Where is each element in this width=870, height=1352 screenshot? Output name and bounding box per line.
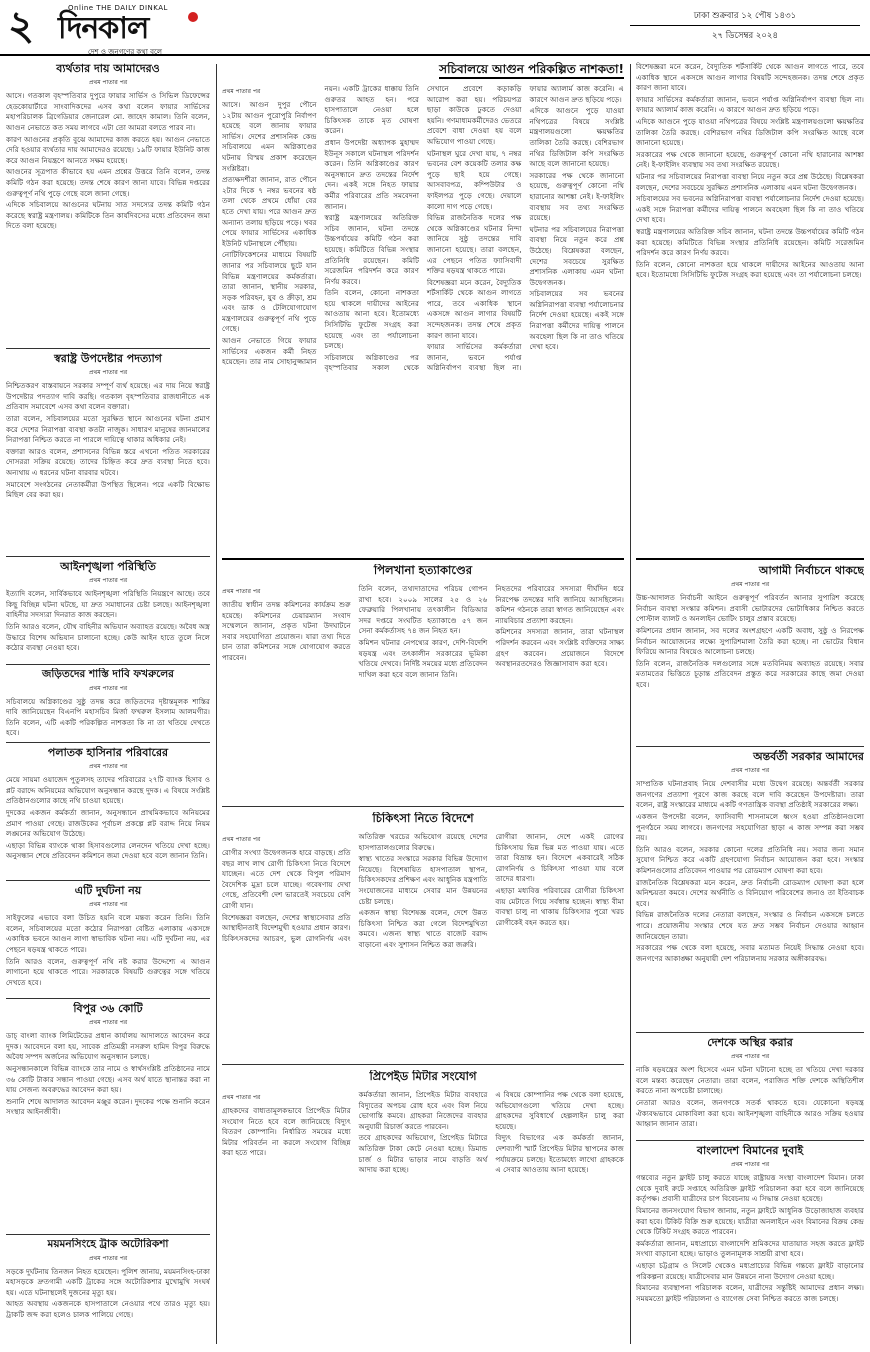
article-paragraph: ইত্যাদি বলেন, সার্বিকভাবে আইনশৃঙ্খলা পরিস্থিতি নিয়ন্ত্রণে আছে। তবে কিছু বিচ্ছিন্ন ঘটনা ঘটছে, যা দ্রুত সমাধানের চেষ্টা চলছে। আইনশৃঙ্খলা বাহিনীর সদস্যরা দিনরাত কাজ করছেন।	[6, 589, 210, 620]
section-divider	[6, 1234, 210, 1235]
article-paragraph: গন্তব্যের নতুন ফ্লাইট চালু করতে যাচ্ছে রাষ্ট্রায়ত্ত সংস্থা বাংলাদেশ বিমান। ঢাকা থেকে দুবাই রুটে সপ্তাহে অতিরিক্ত ফ্লাইট পরিচালনা করা হবে বলে জানিয়েছে কর্তৃপক্ষ। প্রবাসী যাত্রীদের চাপ বিবেচনায় এ সিদ্ধান্ত নেওয়া হয়েছে।	[636, 1173, 864, 1204]
article-body	[6, 1267, 210, 1321]
article-paragraph: কর্মকর্তারা জানান, প্রিপেইড মিটার ব্যবহারে বিদ্যুতের অপচয় রোধ হবে এবং বিল নিয়ে ভোগান্তি কমবে। গ্রাহকরা নিজেদের ব্যবহার অনুযায়ী রিচার্জ করতে পারবেন।	[358, 1090, 488, 1131]
article-headline: আগামী নির্বাচনে থাকছে	[758, 564, 864, 577]
article-paragraph: নিহতদের পরিবারের সদস্যরা দীর্ঘদিন ধরে নিরপেক্ষ তদন্তের দাবি জানিয়ে আসছিলেন। কমিশন গঠনকে তারা স্বাগত জানিয়েছেন এবং ন্যায়বিচার প্রত্যাশা করছেন।	[495, 584, 624, 625]
section-divider	[6, 880, 210, 881]
article-paragraph: জাতীয় স্বাধীন তদন্ত কমিশনের কার্যক্রম শুরু হয়েছে। কমিশনের চেয়ারম্যান সংবাদ সম্মেলনে জানান, প্রকৃত ঘটনা উদঘাটনে সবার সহযোগিতা প্রয়োজন। যারা তথ্য দিতে চান তারা কমিশনের সঙ্গে যোগাযোগ করতে পারবেন।	[222, 600, 351, 662]
article-body	[636, 62, 864, 281]
prepaid-headline-wrap	[222, 1070, 624, 1086]
article-paragraph: অনুসন্ধানকালে বিভিন্ন ব্যাংকে তার নামে ও স্বার্থসংশ্লিষ্ট প্রতিষ্ঠানের নামে ৩৬ কোটি টাকার সন্ধান পাওয়া গেছে। এসব অর্থ যাতে স্থানান্তর করা না যায় সেজন্য অবরুদ্ধের আবেদন করা হয়।	[6, 1063, 210, 1095]
article-paragraph: বিভিন্ন রাজনৈতিক দলের নেতারা বলছেন, সংস্কার ও নির্বাচন একসঙ্গে চলতে পারে। প্রয়োজনীয় সংস্কার শেষে যত দ্রুত সম্ভব নির্বাচন দেওয়ার আহ্বান জানিয়েছেন তারা।	[636, 910, 864, 941]
section-divider	[636, 558, 864, 560]
article-body	[222, 584, 624, 680]
article-bipu-36-koti	[6, 1002, 210, 1230]
article-paragraph: বিদ্যুৎ বিভাগের এক কর্মকর্তা জানান, দেশব্যাপী স্মার্ট প্রিপেইড মিটার স্থাপনের কাজ পর্যায়ক্রমে চলছে। ইতোমধ্যে লাখো গ্রাহককে এ সেবার আওতায় আনা হয়েছে।	[495, 1133, 624, 1175]
article-paragraph: মেয়ে সায়মা ওয়াজেদ পুতুলসহ তাদের পরিবারের ২৭টি ব্যাংক হিসাব ও প্লট বরাদ্দে অনিয়মের অভিযোগ অনুসন্ধান করছে দুদক। এ বিষয়ে সংশ্লিষ্ট প্রতিষ্ঠানগুলোর কাছে নথি চাওয়া হয়েছে।	[6, 775, 210, 806]
article-paragraph: কমিশনের সদস্যরা জানান, তারা ঘটনাস্থল পরিদর্শন করবেন এবং সংশ্লিষ্ট ব্যক্তিদের সাক্ষ্য গ্রহণ করবেন। প্রয়োজনে বিদেশে অবস্থানরতদেরও জিজ্ঞাসাবাদ করা হবে।	[495, 627, 624, 669]
article-paragraph: তিনি বলেন, কোনো নাশকতা হয়ে থাকলে দায়ীদের আইনের আওতায় আনা হবে। ইতোমধ্যে সিসিটিভি ফুটেজ সংগ্রহ করা হয়েছে এবং তা পর্যালোচনা চলছে।	[324, 288, 419, 351]
article-body	[6, 589, 210, 654]
article-byline: প্রথম পাতার পর	[88, 684, 128, 692]
article-swarashtra-upodeshta	[6, 352, 210, 552]
article-paragraph: ঘটনার পর সচিবালয়ের নিরাপত্তা ব্যবস্থা নিয়ে নতুন করে প্রশ্ন উঠেছে। বিশ্লেষকরা বলছেন, দেশের সবচেয়ে সুরক্ষিত প্রশাসনিক এলাকায় এমন ঘটনা উদ্বেগজনক।	[529, 224, 624, 287]
article-paragraph: তবে গ্রাহকদের অভিযোগ, প্রিপেইড মিটারে অতিরিক্ত টাকা কেটে নেওয়া হচ্ছে। ডিমান্ড চার্জ ও মিটার ভাড়ার নামে বাড়তি অর্থ আদায় করা হচ্ছে।	[358, 1133, 488, 1175]
article-paragraph: বিমানের ব্যবস্থাপনা পরিচালক বলেন, যাত্রীদের সন্তুষ্টিই আমাদের প্রধান লক্ষ্য। সময়মতো ফ্লাইট পরিচালনা ও ব্যাগেজ সেবা নিশ্চিত করতে কাজ চলছে।	[636, 1283, 864, 1303]
article-paragraph: সরকারের পক্ষ থেকে জানানো হয়েছে, গুরুত্বপূর্ণ কোনো নথি হারানোর আশঙ্কা নেই। ই-ফাইলিং ব্যবস্থায় সব তথ্য সংরক্ষিত রয়েছে।	[636, 149, 864, 170]
section-divider	[6, 998, 210, 999]
section-divider	[222, 558, 624, 560]
section-divider	[6, 556, 210, 557]
article-paragraph: বিভিন্ন রাজনৈতিক দলের পক্ষ থেকে অগ্নিকাণ্ডের ঘটনার নিন্দা জানিয়ে সুষ্ঠু তদন্তের দাবি জানানো হয়েছে। তারা বলছেন, এর পেছনে পতিত ফ্যাসিবাদী শক্তির ষড়যন্ত্র থাকতে পারে।	[427, 213, 522, 276]
article-body	[636, 1173, 864, 1304]
article-paragraph: প্রধান উপদেষ্টা অধ্যাপক মুহাম্মদ ইউনূস সকালে ঘটনাস্থল পরিদর্শন করেন। তিনি অগ্নিকাণ্ডের কারণ অনুসন্ধানে দ্রুত তদন্তের নির্দেশ দেন। একই সঙ্গে নিহত ফায়ার কর্মীর পরিবারের প্রতি সমবেদনা জানান।	[324, 137, 419, 211]
article-headline: পিলখানা হত্যাকাণ্ডের	[373, 564, 473, 577]
masthead	[0, 0, 870, 56]
article-paragraph: সচিবালয়ের সব ভবনের অগ্নিনিরাপত্তা ব্যবস্থা পর্যালোচনার নির্দেশ দেওয়া হয়েছে। একই সঙ্গে নিরাপত্তা কর্মীদের দায়িত্ব পালনে অবহেলা ছিল কি না তাও খতিয়ে দেখা হবে।	[529, 289, 624, 352]
article-body	[636, 593, 864, 690]
article-paragraph: তিনি বলেন, রাজনৈতিক দলগুলোর সঙ্গে মতবিনিময় অব্যাহত রয়েছে। সবার মতামতের ভিত্তিতে চূড়ান্ত প্রতিবেদন প্রস্তুত করে সরকারের কাছে জমা দেওয়া হবে।	[636, 658, 864, 689]
date-box	[630, 6, 860, 48]
article-paragraph: রাজনৈতিক বিশ্লেষকরা মনে করেন, দ্রুত নির্বাচনী রোডম্যাপ ঘোষণা করা হলে অনিশ্চয়তা কমবে। দেশের অর্থনীতি ও বিনিয়োগ পরিবেশের জন্যও তা ইতিবাচক হবে।	[636, 877, 864, 908]
article-headline: এটি দুর্ঘটনা নয়	[74, 884, 142, 897]
article-paragraph: এছাড়া মধ্যবিত্ত পরিবারের রোগীরা চিকিৎসা ব্যয় মেটাতে গিয়ে সর্বস্বান্ত হচ্ছেন। স্বাস্থ্য বীমা ব্যবস্থা চালু না থাকায় চিকিৎসার পুরো খরচ রোগীকেই বহন করতে হয়।	[495, 885, 624, 927]
article-paragraph: গ্রাহকদের বাধ্যতামূলকভাবে প্রিপেইড মিটার সংযোগ নিতে হবে বলে জানিয়েছে বিদ্যুৎ বিতরণ কোম্পানি। নির্ধারিত সময়ের মধ্যে মিটার পরিবর্তন না করলে সংযোগ বিচ্ছিন্ন করা হতে পারে।	[222, 1106, 351, 1158]
article-byline: প্রথম পাতার পর	[88, 369, 128, 377]
article-sochibaloy-agun	[222, 84, 624, 554]
article-pilkhana	[222, 584, 624, 802]
article-paragraph: আসে। আগুন দুপুর পৌনে ১২টায় আগুন পুরোপুরি নির্বাপণ হয়েছে বলে জানায় ফায়ার সার্ভিস। দেশের প্রশাসনিক কেন্দ্র সচিবালয়ে এমন অগ্নিকাণ্ডের ঘটনায় বিস্ময় প্রকাশ করেছেন সংশ্লিষ্টরা।	[222, 100, 317, 173]
article-paragraph: তিনি আরও বলেন, যৌথ বাহিনীর অভিযান অব্যাহত রয়েছে। অবৈধ অস্ত্র উদ্ধারে বিশেষ অভিযান চালানো হচ্ছে। কেউ আইন হাতে তুলে নিলে কঠোর ব্যবস্থা নেওয়া হবে।	[6, 621, 210, 653]
article-paragraph: কারণ আগুনের প্রকৃতি বুঝে আমাদের কাজ করতে হয়। আগুন নেভাতে দেরি হওয়ার ব্যর্থতার দায় আমাদেরও রয়েছে। ১৯টি ফায়ার ইউনিট কাজ করে আগুন নিয়ন্ত্রণে আনতে সক্ষম হয়েছে।	[6, 134, 210, 165]
article-headline: পলাতক হাসিনার পরিবারের	[47, 746, 169, 759]
article-body	[222, 832, 624, 951]
article-headline: বাংলাদেশ বিমানের দুবাই	[696, 1144, 804, 1157]
article-headline: আইনশৃঙ্খলা পরিস্থিতি	[60, 560, 156, 573]
article-byline: প্রথম পাতার পর	[88, 901, 128, 909]
article-paragraph: দুদকের একজন কর্মকর্তা জানান, অনুসন্ধানে প্রাথমিকভাবে অনিয়মের প্রমাণ পাওয়া গেছে। রাজউকের পূর্বাচল প্রকল্পে প্লট বরাদ্দ নিয়ে নিয়ম লঙ্ঘনের অভিযোগ উঠেছে।	[6, 807, 210, 839]
article-paragraph: রোগীরা জানান, দেশে একই রোগের চিকিৎসায় ভিন্ন ভিন্ন মত পাওয়া যায়। এতে তারা বিভ্রান্ত হন। বিদেশে একবারেই সঠিক রোগনির্ণয় ও চিকিৎসা পাওয়া যায় বলে তাদের ধারণা।	[495, 832, 624, 884]
article-byline: প্রথম পাতার পর	[88, 1254, 128, 1262]
article-paragraph: আগুনের সূত্রপাত কীভাবে হয় এমন প্রশ্নের উত্তরে তিনি বলেন, তদন্ত কমিটি গঠন করা হয়েছে। তদন্ত শেষে কারণ জানা যাবে। বিভিন্ন দপ্তরের গুরুত্বপূর্ণ নথি পুড়ে গেছে বলে জানা গেছে।	[6, 167, 210, 198]
article-paragraph: এছাড়া বিভিন্ন ব্যাংকে থাকা হিসাবগুলোর লেনদেন খতিয়ে দেখা হচ্ছে। অনুসন্ধান শেষে প্রতিবেদন কমিশনে জমা দেওয়া হবে বলে জানান তিনি।	[6, 840, 210, 861]
article-paragraph: কমিশন ঘটনার নেপথ্যের কারণ, দেশি-বিদেশি ষড়যন্ত্র এবং তৎকালীন সরকারের ভূমিকা খতিয়ে দেখবে। নির্দিষ্ট সময়ের মধ্যে প্রতিবেদন দাখিল করা হবে বলে জানান তিনি।	[358, 637, 488, 679]
section-divider	[636, 1140, 864, 1141]
article-paragraph: বক্তারা আরও বলেন, প্রশাসনের বিভিন্ন স্তরে এখনো পতিত সরকারের দোসররা সক্রিয় রয়েছে। তাদের চিহ্নিত করে দ্রুত ব্যবস্থা নিতে হবে। অন্যথায় এ ধরনের ঘটনা বারবার ঘটবে।	[6, 446, 210, 477]
article-paragraph: তিনি আরও বলেন, গুরুত্বপূর্ণ নথি নষ্ট করার উদ্দেশ্যে এ আগুন লাগানো হয়ে থাকতে পারে। সরকারকে বিষয়টি গুরুত্বের সঙ্গে খতিয়ে দেখতে হবে।	[6, 956, 210, 987]
article-paragraph: ফায়ার সার্ভিসের কর্মকর্তারা জানান, ভবনে পর্যাপ্ত অগ্নিনির্বাপণ ব্যবস্থা ছিল না। ফায়ার অ্যালার্ম কাজ করেনি। এ কারণে আগুন দ্রুত ছড়িয়ে পড়ে।	[427, 84, 624, 373]
article-ainshrinkhola	[6, 560, 210, 660]
article-paragraph: আসে। গতকাল বৃহস্পতিবার দুপুরে ফায়ার সার্ভিস ও সিভিল ডিফেন্সের হেডকোয়ার্টারে সাংবাদিকদের এসব কথা বলেন ফায়ার সার্ভিসের মহাপরিচালক ব্রিগেডিয়ার জেনারেল মো. জাহেদ কামাল। তিনি বলেন, আগুন নেভাতে কত সময় লাগবে এটা তো আমরা বলতে পারব না।	[6, 91, 210, 132]
article-paragraph: সাম্প্রতিক ঘটনাপ্রবাহ নিয়ে দেশবাসীর মধ্যে উদ্বেগ রয়েছে। অন্তর্বর্তী সরকার জনগণের প্রত্যাশা পূরণে কাজ করছে বলে দাবি করেছেন উপদেষ্টারা। তারা বলেন, রাষ্ট্র সংস্কারের মাধ্যমে একটি গণতান্ত্রিক ব্যবস্থা প্রতিষ্ঠাই সরকারের লক্ষ্য।	[636, 779, 864, 810]
article-paragraph: সাইফুলের এভাবে বলা উচিত হয়নি বলে মন্তব্য করেন তিনি। তিনি বলেন, সচিবালয়ের মতো কঠোর নিরাপত্তা বেষ্টিত এলাকায় একসঙ্গে একাধিক ভবনে আগুন লাগা স্বাভাবিক ঘটনা নয়। এটি দুর্ঘটনা নয়, এর পেছনে ষড়যন্ত্র থাকতে পারে।	[6, 913, 210, 954]
article-paragraph: তিনি বলেন, তথ্যদাতাদের পরিচয় গোপন রাখা হবে। ২০০৯ সালের ২৫ ও ২৬ ফেব্রুয়ারি পিলখানায় তৎকালীন বিডিআর সদর দপ্তরে সংঘটিত হত্যাকাণ্ডে ৫৭ জন সেনা কর্মকর্তাসহ ৭৪ জন নিহত হন।	[358, 584, 488, 636]
date-bangla: ঢাকা শুক্রবার ১২ পৌষ ১৪৩১	[630, 6, 860, 26]
article-paragraph: রোগীর সংখ্যা উদ্বেগজনক হারে বাড়ছে। প্রতি বছর লাখ লাখ রোগী চিকিৎসা নিতে বিদেশে যাচ্ছেন। এতে দেশ থেকে বিপুল পরিমাণ বৈদেশিক মুদ্রা চলে যাচ্ছে। গবেষণায় দেখা গেছে, প্রতিবেশী দেশ ভারতেই সবচেয়ে বেশি রোগী যান।	[222, 848, 351, 910]
article-byarthotar-day	[6, 62, 210, 344]
article-paragraph: স্বাস্থ্য খাতের সংস্কারে সরকার বিভিন্ন উদ্যোগ নিয়েছে। বিশেষায়িত হাসপাতাল স্থাপন, চিকিৎসকদের প্রশিক্ষণ এবং আধুনিক যন্ত্রপাতি সংযোজনের মাধ্যমে সেবার মান উন্নয়নের চেষ্টা চলছে।	[358, 854, 488, 906]
article-paragraph: বিশেষজ্ঞরা মনে করেন, বৈদ্যুতিক শর্টসার্কিট থেকে আগুন লাগতে পারে, তবে একাধিক স্থানে একসঙ্গে আগুন লাগার বিষয়টি সন্দেহজনক। তদন্ত শেষে প্রকৃত কারণ জানা যাবে।	[427, 277, 522, 340]
article-agami-nirbachon	[636, 564, 864, 742]
article-headline: অন্তর্বর্তী সরকার আমাদের	[753, 750, 864, 763]
article-paragraph: কর্মকর্তারা জানান, মধ্যপ্রাচ্যে বাংলাদেশি শ্রমিকদের যাতায়াত সহজ করতে ফ্লাইট সংখ্যা বাড়ানো হচ্ছে। ভাড়াও তুলনামূলক সাশ্রয়ী রাখা হবে।	[636, 1238, 864, 1259]
article-paragraph: ডাচ্ বাংলা ব্যাংক লিমিটেডের প্রধান কার্যালয় আদালতে আবেদন করে দুদক। আবেদনে বলা হয়, সাবেক প্রতিমন্ত্রী নসরুল হামিদ বিপুর বিরুদ্ধে অবৈধ সম্পদ অর্জনের অভিযোগ অনুসন্ধান চলছে।	[6, 1031, 210, 1062]
article-headline: ব্যর্থতার দায় আমাদেরও	[56, 62, 160, 75]
article-headline: বিপুর ৩৬ কোটি	[73, 1002, 143, 1015]
article-byline: প্রথম পাতার পর	[730, 581, 770, 589]
chikitsa-headline-wrap	[222, 812, 624, 828]
article-mymensingh-truck	[6, 1238, 210, 1346]
logo-bangla: দিনকাল	[58, 11, 149, 46]
article-paragraph: উচ্চ-আদালত নির্বাচনী আইনে গুরুত্বপূর্ণ পরিবর্তন আনার সুপারিশ করেছে নির্বাচন ব্যবস্থা সংস্কার কমিশন। প্রবাসী ভোটারদের ভোটাধিকার নিশ্চিত করতে পোস্টাল ব্যালট ও অনলাইন ভোটিং চালুর প্রস্তাব রয়েছে।	[636, 593, 864, 624]
article-paragraph: তারা বলেন, সচিবালয়ের মতো সুরক্ষিত স্থানে আগুনের ঘটনা প্রমাণ করে দেশের নিরাপত্তা ব্যবস্থা কতটা নাজুক। সাধারণ মানুষের জানমালের নিরাপত্তা নিশ্চিত করতে না পারলে দায়িত্বে থাকার অধিকার নেই।	[6, 413, 210, 445]
article-paragraph: সরকারের পক্ষ থেকে বলা হয়েছে, সবার মতামত নিয়েই সিদ্ধান্ত নেওয়া হবে। জনগণের আকাঙ্ক্ষা অনুযায়ী দেশ পরিচালনায় সরকার অঙ্গীকারবদ্ধ।	[636, 943, 864, 963]
article-paragraph: সচিবালয়ে অগ্নিকাণ্ডের সুষ্ঠু তদন্ত করে জড়িতদের দৃষ্টান্তমূলক শাস্তির দাবি জানিয়েছেন বিএনপি মহাসচিব মির্জা ফখরুল ইসলাম আলমগীর। তিনি বলেন, এটি একটি পরিকল্পিত নাশকতা কি না তা খতিয়ে দেখতে হবে।	[6, 696, 210, 738]
article-durghotona-noy	[6, 884, 210, 994]
article-headline: ময়মনসিংহে ট্রাক অটোরিকশা	[47, 1238, 169, 1250]
article-headline: স্বরাষ্ট্র উপদেষ্টার পদত্যাগ	[54, 352, 162, 365]
article-paragraph: সড়কে দুর্ঘটনায় তিনজন নিহত হয়েছেন। পুলিশ জানায়, ময়মনসিংহ-ঢাকা মহাসড়কে দ্রুতগামী একটি ট্রাকের সঙ্গে অটোরিকশার মুখোমুখি সংঘর্ষ হয়। এতে ঘটনাস্থলেই দুজনের মৃত্যু হয়।	[6, 1266, 210, 1297]
article-byline: প্রথম পাতার পর	[88, 79, 128, 87]
section-divider	[636, 1032, 864, 1033]
article-body	[6, 913, 210, 988]
article-paragraph: স্বরাষ্ট্র মন্ত্রণালয়ের অতিরিক্ত সচিব জানান, ঘটনা তদন্তে উচ্চপর্যায়ের কমিটি গঠন করা হয়েছে। কমিটিতে বিভিন্ন সংস্থার প্রতিনিধি রয়েছেন। কমিটি সরেজমিন পরিদর্শন করে কারণ নির্ণয় করবে।	[324, 213, 419, 286]
article-byline: প্রথম পাতার পর	[222, 1094, 261, 1101]
article-body	[636, 779, 864, 964]
article-paragraph: এদিকে আগুনে পুড়ে যাওয়া নথিপত্রের বিষয়ে সংশ্লিষ্ট মন্ত্রণালয়গুলো ক্ষয়ক্ষতির তালিকা তৈরি করছে। বেশিরভাগ নথির ডিজিটাল কপি সংরক্ষিত আছে বলে জানানো হয়েছে।	[636, 116, 864, 148]
article-paragraph: আগুন নেভাতে গিয়ে ফায়ার সার্ভিসের একজন কর্মী নিহত হয়েছেন। তার নাম সোহানুজ্জামান নয়ন। একটি ট্রাকের ধাক্কায় তিনি গুরুতর আহত হন। পরে হাসপাতালে নেওয়া হলে চিকিৎসক তাকে মৃত ঘোষণা করেন।	[222, 84, 419, 367]
article-paragraph: নোটিফিকেশনের মাধ্যমে বিষয়টি জানার পর সচিবালয়ে ছুটে যান বিভিন্ন মন্ত্রণালয়ের কর্মকর্তারা। তারা জানান, স্থানীয় সরকার, সড়ক পরিবহন, যুব ও ক্রীড়া, শ্রম এবং ডাক ও টেলিযোগাযোগ মন্ত্রণালয়ের গুরুত্বপূর্ণ নথি পুড়ে গেছে।	[222, 250, 317, 334]
article-byline: প্রথম পাতার পর	[88, 1019, 128, 1027]
article-fakhrul	[6, 668, 210, 738]
article-paragraph: তিনি আরও বলেন, সরকার কোনো দলের প্রতিনিধি নয়। সবার জন্য সমান সুযোগ নিশ্চিত করে একটি গ্রহণযোগ্য নির্বাচন আয়োজন করা হবে। সংস্কার কমিশনগুলোর প্রতিবেদন পাওয়ার পর রোডম্যাপ ঘোষণা করা হবে।	[636, 844, 864, 875]
article-paragraph: ঘটনাস্থল ঘুরে দেখা যায়, ৭ নম্বর ভবনের বেশ কয়েকটি তলার কক্ষ পুড়ে ছাই হয়ে গেছে। আসবাবপত্র, কম্পিউটার ও ফাইলপত্র পুড়ে গেছে। দেয়ালে কালো দাগ পড়ে গেছে।	[427, 148, 522, 211]
article-paragraph: শুনানি শেষে আদালত আবেদন মঞ্জুর করেন। দুদকের পক্ষে শুনানি করেন সংস্থার আইনজীবী।	[6, 1096, 210, 1117]
lead-headline-wrap	[222, 62, 624, 80]
article-paragraph: এদিকে সচিবালয়ে আগুনের ঘটনায় সাত সদস্যের তদন্ত কমিটি গঠন করেছে স্বরাষ্ট্র মন্ত্রণালয়। কমিটিকে তিন কার্যদিবসের মধ্যে প্রতিবেদন জমা দিতে বলা হয়েছে।	[6, 200, 210, 231]
logo-dot-icon	[188, 12, 198, 22]
column-divider	[630, 64, 631, 1344]
article-paragraph: স্বরাষ্ট্র মন্ত্রণালয়ের অতিরিক্ত সচিব জানান, ঘটনা তদন্তে উচ্চপর্যায়ের কমিটি গঠন করা হয়েছে। কমিটিতে বিভিন্ন সংস্থার প্রতিনিধি রয়েছেন। কমিটি সরেজমিন পরিদর্শন করে কারণ নির্ণয় করবে।	[636, 226, 864, 258]
article-body	[222, 84, 624, 374]
article-paragraph: ফায়ার সার্ভিসের কর্মকর্তারা জানান, ভবনে পর্যাপ্ত অগ্নিনির্বাপণ ব্যবস্থা ছিল না। ফায়ার অ্যালার্ম কাজ করেনি। এ কারণে আগুন দ্রুত ছড়িয়ে পড়ে।	[636, 94, 864, 115]
article-paragraph: সচিবালয়ে অগ্নিকাণ্ডের পর বৃহস্পতিবার সকাল থেকে সেখানে প্রবেশে কড়াকড়ি আরোপ করা হয়। পরিচয়পত্র ছাড়া কাউকে ঢুকতে দেওয়া হয়নি। গণমাধ্যমকর্মীদেরও ভেতরে প্রবেশে বাধা দেওয়া হয় বলে অভিযোগ পাওয়া গেছে।	[324, 84, 522, 373]
article-paragraph: কমিশনের প্রধান জানান, সব দলের অংশগ্রহণে একটি অবাধ, সুষ্ঠু ও নিরপেক্ষ নির্বাচন আয়োজনের লক্ষ্যে সুপারিশমালা তৈরি করা হচ্ছে। না ভোটের বিধান ফিরিয়ে আনার বিষয়েও আলোচনা চলছে।	[636, 625, 864, 657]
article-body	[6, 697, 210, 738]
article-byline: প্রথম পাতার পর	[730, 1053, 770, 1061]
section-divider	[222, 1064, 624, 1065]
article-byline: প্রথম পাতার পর	[222, 588, 261, 595]
article-paragraph: বিমানের জনসংযোগ বিভাগ জানায়, নতুন ফ্লাইটে আধুনিক উড়োজাহাজ ব্যবহার করা হবে। টিকিট বিক্রি শুরু হয়েছে। যাত্রীরা অনলাইনে এবং বিমানের বিক্রয় কেন্দ্র থেকে টিকিট সংগ্রহ করতে পারবেন।	[636, 1205, 864, 1237]
logo-english: Online THE DAILY DINKAL	[68, 4, 168, 12]
article-paragraph: সমাবেশে সংগঠনের নেতাকর্মীরা উপস্থিত ছিলেন। পরে একটি বিক্ষোভ মিছিল বের করা হয়।	[6, 479, 210, 500]
section-divider	[222, 806, 624, 807]
article-paragraph: তিনি বলেন, কোনো নাশকতা হয়ে থাকলে দায়ীদের আইনের আওতায় আনা হবে। ইতোমধ্যে সিসিটিভি ফুটেজ সংগ্রহ করা হয়েছে এবং তা পর্যালোচনা চলছে।	[636, 259, 864, 280]
article-headline: প্রিপেইড মিটার সংযোগ	[369, 1070, 477, 1083]
date-english: ২৭ ডিসেম্বর ২০২৪	[712, 31, 778, 41]
article-body	[6, 775, 210, 862]
tagline: দেশ ও জনগণের কথা বলে	[88, 48, 163, 56]
article-paragraph: সরকারের পক্ষ থেকে জানানো হয়েছে, গুরুত্বপূর্ণ কোনো নথি হারানোর আশঙ্কা নেই। ই-ফাইলিং ব্যবস্থায় সব তথ্য সংরক্ষিত রয়েছে।	[529, 170, 624, 223]
article-desh-osthir	[636, 1036, 864, 1136]
article-body	[6, 91, 210, 232]
article-chikitsa-bideshe	[222, 832, 624, 1060]
article-paragraph: একজন উপদেষ্টা বলেন, ফ্যাসিবাদী শাসনামলে ধ্বংস হওয়া প্রতিষ্ঠানগুলো পুনর্গঠনে সময় লাগবে। জনগণের সহযোগিতা ছাড়া এ কাজ সম্পন্ন করা সম্ভব নয়।	[636, 811, 864, 843]
article-paragraph: নাকি ষড়যন্ত্রের অংশ হিসেবে এমন ঘটনা ঘটানো হচ্ছে তা খতিয়ে দেখা দরকার বলে মন্তব্য করেছেন নেতারা। তারা বলেন, পরাজিত শক্তি দেশকে অস্থিতিশীল করতে নানা অপচেষ্টা চালাচ্ছে।	[636, 1065, 864, 1096]
article-paragraph: প্রত্যক্ষদর্শীরা জানান, রাত পৌনে ২টার দিকে ৭ নম্বর ভবনের ষষ্ঠ তলা থেকে প্রথমে ধোঁয়া বের হতে দেখা যায়। পরে আগুন দ্রুত অন্যান্য তলায় ছড়িয়ে পড়ে। খবর পেয়ে ফায়ার সার্ভিসের একাধিক ইউনিট ঘটনাস্থলে পৌঁছায়।	[222, 175, 317, 248]
page-number: ২	[8, 2, 35, 49]
article-prepaid-meter	[222, 1090, 624, 1346]
article-headline: চিকিৎসা নিতে বিদেশে	[372, 812, 474, 825]
article-byline: প্রথম পাতার পর	[730, 767, 770, 775]
section-divider	[6, 348, 210, 349]
article-headline	[222, 62, 624, 79]
article-paragraph: এছাড়া চট্টগ্রাম ও সিলেট থেকেও মধ্যপ্রাচ্যের বিভিন্ন গন্তব্যে ফ্লাইট বাড়ানোর পরিকল্পনা রয়েছে। যাত্রীসেবার মান উন্নয়নে নানা উদ্যোগ নেওয়া হচ্ছে।	[636, 1260, 864, 1281]
article-hasina-family	[6, 746, 210, 876]
article-body	[636, 1065, 864, 1130]
article-paragraph: নেতারা আরও বলেন, জনগণকে সতর্ক থাকতে হবে। যেকোনো ষড়যন্ত্র ঐক্যবদ্ধভাবে মোকাবিলা করা হবে। আইনশৃঙ্খলা বাহিনীকে আরও সক্রিয় হওয়ার আহ্বান জানান তারা।	[636, 1097, 864, 1129]
article-byline: প্রথম পাতার পর	[88, 577, 128, 585]
article-byline: প্রথম পাতার পর	[88, 763, 128, 771]
column-divider	[216, 64, 217, 1344]
article-paragraph: আহত অবস্থায় একজনকে হাসপাতালে নেওয়ার পথে তারও মৃত্যু হয়। ট্রাকটি জব্দ করা হলেও চালক পালিয়ে গেছে।	[6, 1299, 210, 1319]
lead-headline: সচিবালয়ে আগুন পরিকল্পিত নাশকতা!	[439, 62, 624, 79]
article-byline: প্রথম পাতার পর	[222, 88, 261, 95]
article-biman-dubai	[636, 1144, 864, 1346]
article-headline: দেশকে অস্থির করার	[707, 1036, 793, 1049]
article-paragraph: বিশেষজ্ঞরা মনে করেন, বৈদ্যুতিক শর্টসার্কিট থেকে আগুন লাগতে পারে, তবে একাধিক স্থানে একসঙ্গে আগুন লাগার বিষয়টি সন্দেহজনক। তদন্ত শেষে প্রকৃত কারণ জানা যাবে।	[636, 62, 864, 93]
article-byline: প্রথম পাতার পর	[730, 1161, 770, 1169]
article-paragraph: সচিবালয়ের সব ভবনের অগ্নিনিরাপত্তা ব্যবস্থা পর্যালোচনার নির্দেশ দেওয়া হয়েছে। একই সঙ্গে নিরাপত্তা কর্মীদের দায়িত্ব পালনে অবহেলা ছিল কি না তাও খতিয়ে দেখা হবে।	[636, 194, 864, 225]
newspaper-logo	[58, 4, 208, 56]
article-sochibaloy-right	[636, 62, 864, 562]
article-body	[6, 1031, 210, 1118]
article-paragraph: ঘটনার পর সচিবালয়ের নিরাপত্তা ব্যবস্থা নিয়ে নতুন করে প্রশ্ন উঠেছে। বিশ্লেষকরা বলছেন, দেশের সবচেয়ে সুরক্ষিত প্রশাসনিক এলাকায় এমন ঘটনা উদ্বেগজনক।	[636, 171, 864, 192]
article-paragraph: নিশ্চিতকরণ বাস্তবায়নে সরকার সম্পূর্ণ ব্যর্থ হয়েছে। এর দায় নিয়ে স্বরাষ্ট্র উপদেষ্টার পদত্যাগ দাবি করছি। গতকাল বৃহস্পতিবার রাজধানীতে এক প্রতিবাদ সমাবেশে এসব কথা বলেন বক্তারা।	[6, 381, 210, 412]
section-divider	[6, 664, 210, 665]
article-antorborti-sorkar	[636, 750, 864, 1028]
article-paragraph: এ বিষয়ে কোম্পানির পক্ষ থেকে বলা হয়েছে, অভিযোগগুলো খতিয়ে দেখা হচ্ছে। গ্রাহকদের সুবিধার্থে হেল্পলাইন চালু করা হয়েছে।	[495, 1090, 624, 1131]
article-byline: প্রথম পাতার পর	[222, 836, 261, 843]
article-body	[6, 381, 210, 501]
article-paragraph: এদিকে আগুনে পুড়ে যাওয়া নথিপত্রের বিষয়ে সংশ্লিষ্ট মন্ত্রণালয়গুলো ক্ষয়ক্ষতির তালিকা তৈরি করছে। বেশিরভাগ নথির ডিজিটাল কপি সংরক্ষিত আছে বলে জানানো হয়েছে।	[529, 106, 624, 169]
pilkhana-headline-wrap	[222, 564, 624, 580]
article-headline: জড়িতদের শাস্তি দাবি ফখরুলের	[42, 668, 174, 680]
article-paragraph: বিশেষজ্ঞরা বলছেন, দেশের স্বাস্থ্যসেবার প্রতি আস্থাহীনতাই বিদেশমুখী হওয়ার প্রধান কারণ। চিকিৎসকদের আচরণ, ভুল রোগনির্ণয় এবং অতিরিক্ত খরচের অভিযোগ রয়েছে দেশের হাসপাতালগুলোর বিরুদ্ধে।	[222, 832, 488, 943]
section-divider	[636, 746, 864, 747]
article-paragraph: একজন স্বাস্থ্য বিশেষজ্ঞ বলেন, দেশে উন্নত চিকিৎসা নিশ্চিত করা গেলে বিদেশমুখিতা কমবে। এজন্য স্বাস্থ্য খাতে বাজেট বরাদ্দ বাড়ানো এবং সুশাসন নিশ্চিত করা জরুরি।	[358, 908, 488, 949]
section-divider	[6, 742, 210, 743]
